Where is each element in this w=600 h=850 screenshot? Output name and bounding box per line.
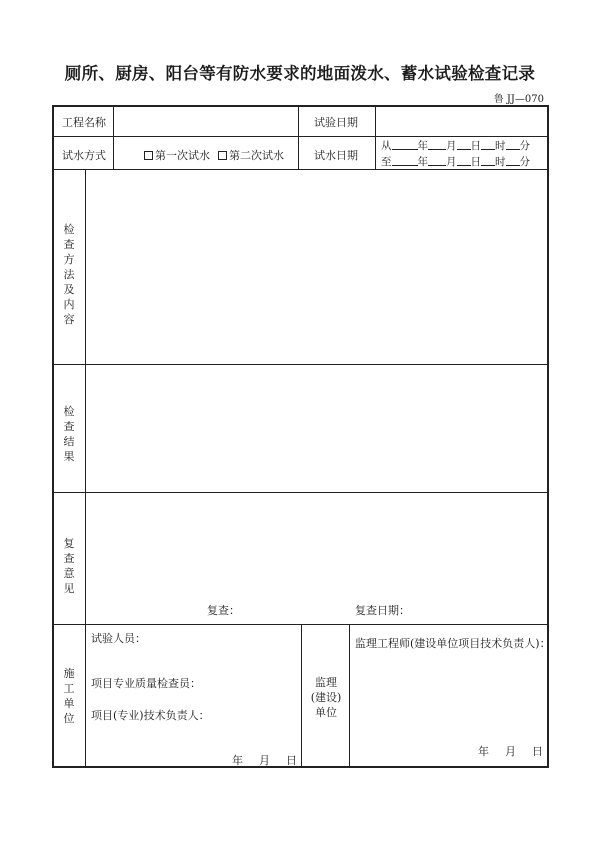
from-datetime-field[interactable] bbox=[381, 138, 530, 153]
hour-label: 时 bbox=[495, 156, 506, 168]
label-project-name: 工程名称 bbox=[62, 116, 106, 129]
col-divider bbox=[113, 105, 114, 169]
date-year-label: 年 bbox=[232, 754, 243, 767]
label-reviewer: 复查： bbox=[207, 604, 240, 617]
supervision-sign-date bbox=[478, 743, 543, 759]
day-label: 日 bbox=[470, 156, 481, 168]
check-result-content[interactable] bbox=[86, 365, 547, 492]
minute-label: 分 bbox=[519, 156, 530, 168]
option-first-test[interactable] bbox=[144, 147, 210, 163]
option-second-test-label: 第二次试水 bbox=[229, 149, 284, 162]
checkbox-second-test[interactable] bbox=[218, 151, 227, 160]
day-label: 日 bbox=[470, 140, 481, 152]
date-month-label: 月 bbox=[505, 745, 516, 758]
label-supervision-line2: (建设) bbox=[310, 691, 342, 704]
date-day-label: 日 bbox=[286, 754, 297, 767]
checkbox-first-test[interactable] bbox=[144, 151, 153, 160]
option-second-test[interactable] bbox=[218, 147, 284, 163]
label-supervision-line3: 单位 bbox=[315, 706, 337, 719]
label-review-date: 复查日期： bbox=[355, 604, 410, 617]
table-left-border bbox=[52, 105, 54, 768]
month-label: 月 bbox=[446, 156, 457, 168]
year-label: 年 bbox=[417, 140, 428, 152]
table-top-border bbox=[52, 105, 549, 107]
label-test-date: 试验日期 bbox=[314, 116, 358, 129]
col-divider bbox=[349, 624, 350, 766]
year-label: 年 bbox=[417, 156, 428, 168]
label-tester: 试验人员： bbox=[91, 632, 146, 645]
label-test-time: 试水日期 bbox=[314, 149, 358, 162]
review-opinion-content[interactable] bbox=[86, 493, 547, 593]
date-day-label: 日 bbox=[532, 745, 543, 758]
table-bottom-border bbox=[52, 766, 549, 768]
to-datetime-field[interactable] bbox=[381, 154, 530, 169]
minute-label: 分 bbox=[519, 140, 530, 152]
hour-label: 时 bbox=[495, 140, 506, 152]
form-code: 鲁 JJ—070 bbox=[493, 94, 544, 105]
label-supervision-line1: 监理 bbox=[315, 676, 337, 689]
col-divider bbox=[298, 105, 299, 169]
date-year-label: 年 bbox=[478, 745, 489, 758]
label-check-method: 检查方法及内容 bbox=[63, 223, 75, 326]
label-review-opinion: 复查意见 bbox=[63, 537, 75, 595]
construction-sign-date bbox=[232, 752, 297, 768]
page-title: 厕所、厨房、阳台等有防水要求的地面泼水、蓄水试验检查记录 bbox=[64, 64, 536, 83]
label-quality-inspector: 项目专业质量检查员： bbox=[91, 677, 201, 690]
col-divider bbox=[375, 105, 376, 169]
month-label: 月 bbox=[446, 140, 457, 152]
from-label: 从 bbox=[381, 140, 392, 152]
check-method-content[interactable] bbox=[86, 170, 547, 364]
date-month-label: 月 bbox=[259, 754, 270, 767]
label-check-result: 检查结果 bbox=[63, 405, 75, 463]
to-label: 至 bbox=[381, 156, 392, 168]
option-first-test-label: 第一次试水 bbox=[155, 149, 210, 162]
label-tech-lead: 项目(专业)技术负责人： bbox=[91, 709, 210, 722]
table-right-border bbox=[547, 105, 549, 768]
label-construction-unit: 施工单位 bbox=[63, 667, 75, 725]
row-divider bbox=[52, 136, 549, 137]
label-supervisor: 监理工程师(建设单位项目技术负责人)： bbox=[355, 637, 551, 650]
label-test-method: 试水方式 bbox=[62, 149, 106, 162]
col-divider bbox=[301, 624, 302, 766]
